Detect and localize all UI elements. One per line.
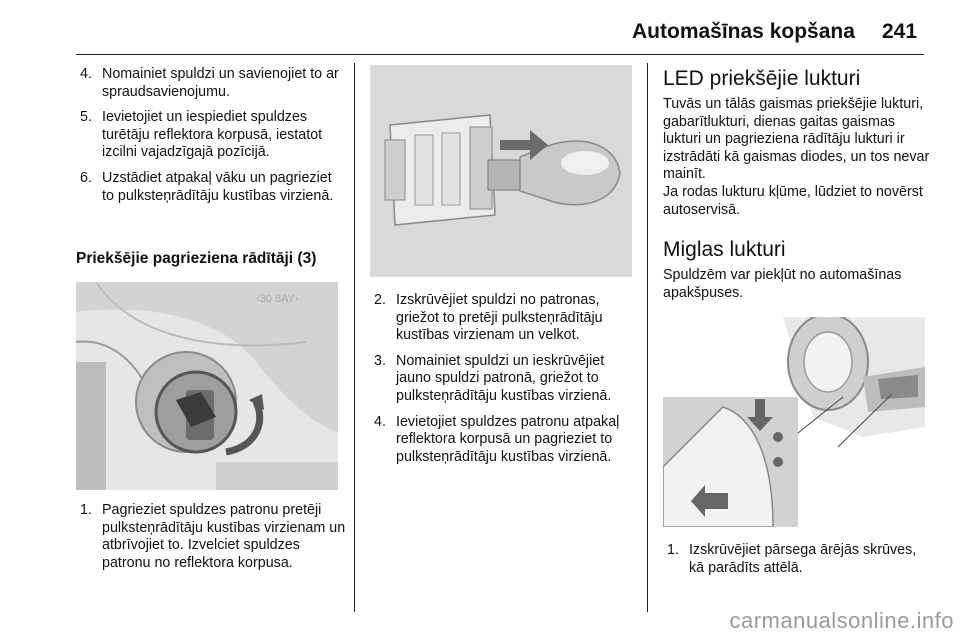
- watermark: carmanualsonline.info: [729, 608, 954, 633]
- paragraph: Tuvās un tālās gaismas priekšējie lukturi, gabarītlukturi, dienas gaitas gaismas lukturi un pagrieziena rādītāju lukturi ir izstrādāti kā gaismas diodes, un tos nevar mainīt.: [663, 96, 930, 183]
- list-item: [80, 109, 346, 162]
- page-number: 241: [882, 20, 918, 43]
- page-header-title: Automašīnas kopšana: [632, 20, 855, 43]
- section-heading-fog-lamps: Miglas lukturi: [663, 238, 786, 262]
- list-item: [374, 414, 640, 467]
- section-heading-led: LED priekšējie lukturi: [663, 67, 861, 90]
- paragraph: Ja rodas lukturu kļūme, lūdziet to novērst autoservisā.: [663, 183, 923, 218]
- step-text: Nomainiet spuldzi un ieskrūvējiet jauno spuldzi patronā, griežot to pulksteņrādītāju kustības virzienā.: [396, 352, 612, 404]
- column-1: [80, 66, 346, 213]
- column-3: [663, 66, 931, 302]
- column-2: [374, 292, 640, 474]
- step-number: 3.: [374, 352, 386, 369]
- figure-bulb-removal: [370, 65, 632, 277]
- step-text: Uzstādiet atpakaļ vāku un pagrieziet to pulksteņrādītāju kustības virzienā.: [102, 169, 334, 204]
- step-text: Ievietojiet spuldzes patronu atpakaļ reflektora korpusā un pagrieziet to pulksteņrādītāju kustības virzienā.: [396, 413, 620, 465]
- step-number: 4.: [80, 66, 92, 82]
- step-number: 1.: [667, 542, 679, 558]
- header-rule: [76, 54, 924, 55]
- list-item: [80, 170, 346, 205]
- step-number: 4.: [374, 413, 386, 430]
- housing-marking: ‹30 8AY›: [256, 293, 299, 305]
- step-number: 6.: [80, 169, 92, 186]
- step-number: 5.: [80, 109, 92, 126]
- figure-fog-lamp-access: [663, 317, 925, 527]
- step-text: Izskrūvējiet spuldzi no patronas, griežot to pretēji pulksteņrādītāju kustības virzienam un velkot.: [396, 292, 603, 344]
- figure-turn-signal-holder: [76, 282, 338, 490]
- step-number: 1.: [80, 502, 92, 518]
- list-item: [80, 66, 346, 101]
- column-divider: [647, 63, 648, 612]
- list-item: [374, 353, 640, 406]
- list-item: [667, 542, 929, 577]
- column-3-lower: [667, 542, 929, 585]
- list-item: [374, 292, 640, 345]
- column-1-lower: [80, 502, 346, 580]
- column-divider: [354, 63, 355, 612]
- step-number: 2.: [374, 292, 386, 308]
- step-text: Izskrūvējiet pārsega ārējās skrūves, kā parādīts attēlā.: [689, 542, 917, 576]
- subheading-turn-signals: Priekšējie pagrieziena rādītāji (3): [76, 250, 317, 267]
- list-item: [80, 502, 346, 572]
- step-text: Pagrieziet spuldzes patronu pretēji pulksteņrādītāju kustības virzienam un atbrīvojiet to. Izvelciet spuldzes patronu no reflektora korpusa.: [102, 502, 346, 571]
- step-text: Ievietojiet un iespiediet spuldzes turētāju reflektora korpusā, iestatot izcilni vajadzīgajā pozīcijā.: [102, 109, 323, 161]
- paragraph: Spuldzēm var piekļūt no automašīnas apakšpuses.: [663, 267, 902, 301]
- step-text: Nomainiet spuldzi un savienojiet to ar spraudsavienojumu.: [102, 66, 339, 100]
